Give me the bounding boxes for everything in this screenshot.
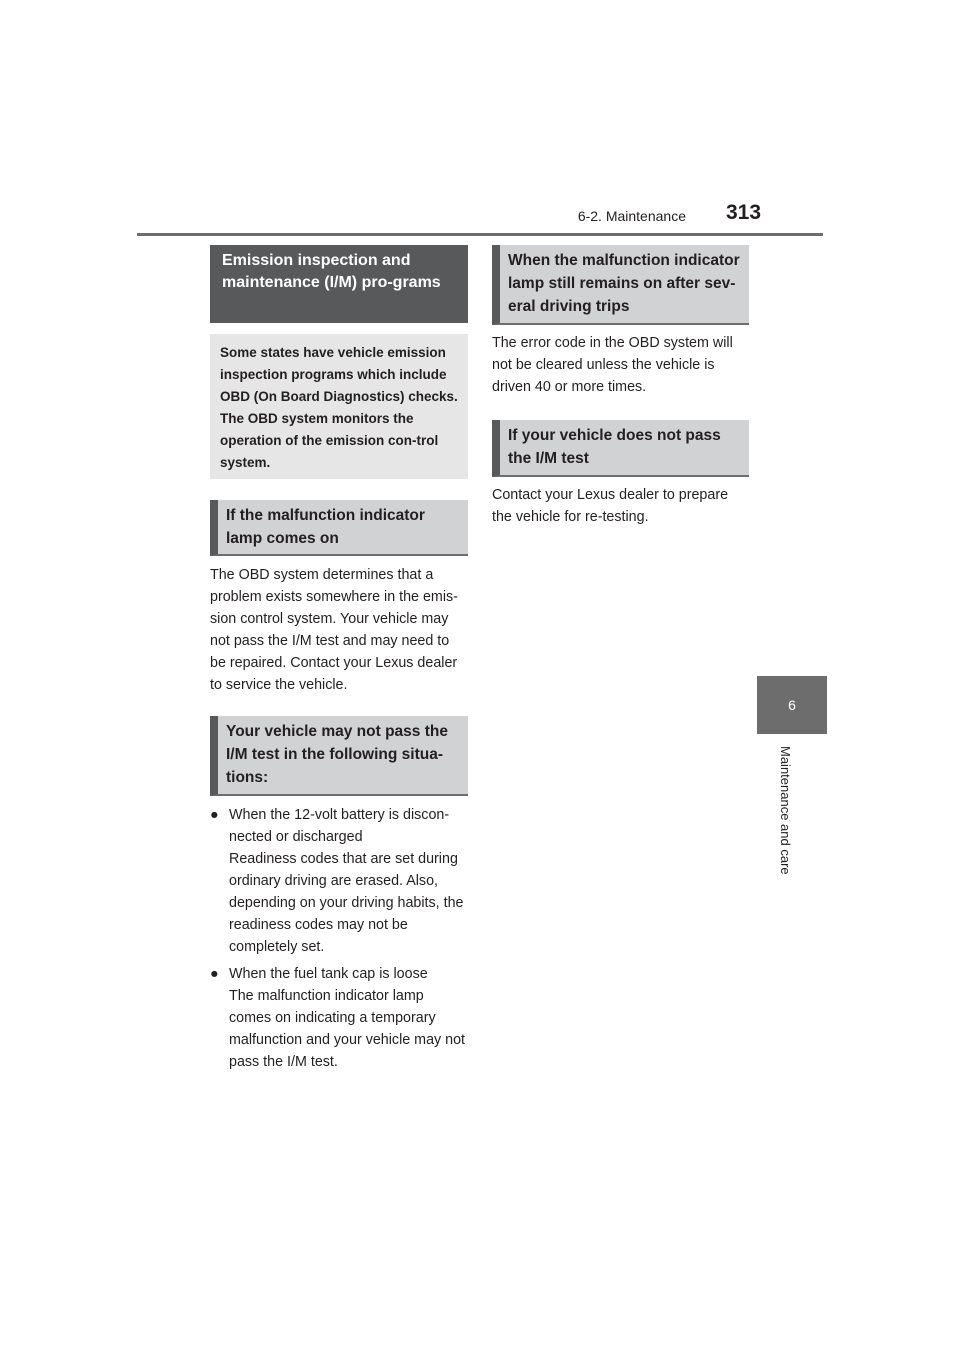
list-item — [210, 963, 468, 1073]
chapter-tab-number: 6 — [757, 676, 827, 734]
bullet-icon: ● — [210, 807, 219, 823]
running-header-section: 6-2. Maintenance — [577, 208, 686, 224]
section-heading-may-not-pass: Your vehicle may not pass the I/M test in the following situa-tions: — [210, 716, 468, 796]
chapter-tab-label: Maintenance and care — [778, 746, 793, 875]
intro-box: Some states have vehicle emission inspection programs which include OBD (On Board Diagnostics) checks. The OBD system monitors the operation of the emission con-trol system. — [210, 334, 468, 479]
bullet-text: Readiness codes that are set during ordinary driving are erased. Also, depending on your driving habits, the readiness codes may not be completely set. — [229, 851, 464, 955]
section-body-still-remains-on: The error code in the OBD system will not be cleared unless the vehicle is driven 40 or more times. — [492, 335, 733, 395]
section-heading-still-remains-on: When the malfunction indicator lamp still remains on after sev-eral driving trips — [492, 245, 749, 325]
bullet-title: When the 12-volt battery is discon-nected or discharged — [229, 807, 450, 845]
main-heading: Emission inspection and maintenance (I/M) pro-grams — [210, 245, 468, 323]
section-body-malfunction-lamp: The OBD system determines that a problem exists somewhere in the emis-sion control system. Your vehicle may not pass the I/M test and may need to be repaired. Contact your Lexus dealer to service the vehicle. — [210, 567, 458, 693]
list-item — [210, 804, 468, 958]
bullet-title: When the fuel tank cap is loose — [229, 966, 428, 982]
header-rule — [137, 233, 823, 236]
bullet-text: The malfunction indicator lamp comes on indicating a temporary malfunction and your vehicle may not pass the I/M test. — [229, 988, 466, 1070]
bullet-icon: ● — [210, 966, 219, 982]
page-number: 313 — [726, 201, 762, 224]
section-heading-malfunction-lamp: If the malfunction indicator lamp comes on — [210, 500, 468, 556]
section-heading-does-not-pass: If your vehicle does not pass the I/M test — [492, 420, 749, 477]
section-body-does-not-pass: Contact your Lexus dealer to prepare the vehicle for re-testing. — [492, 487, 729, 525]
